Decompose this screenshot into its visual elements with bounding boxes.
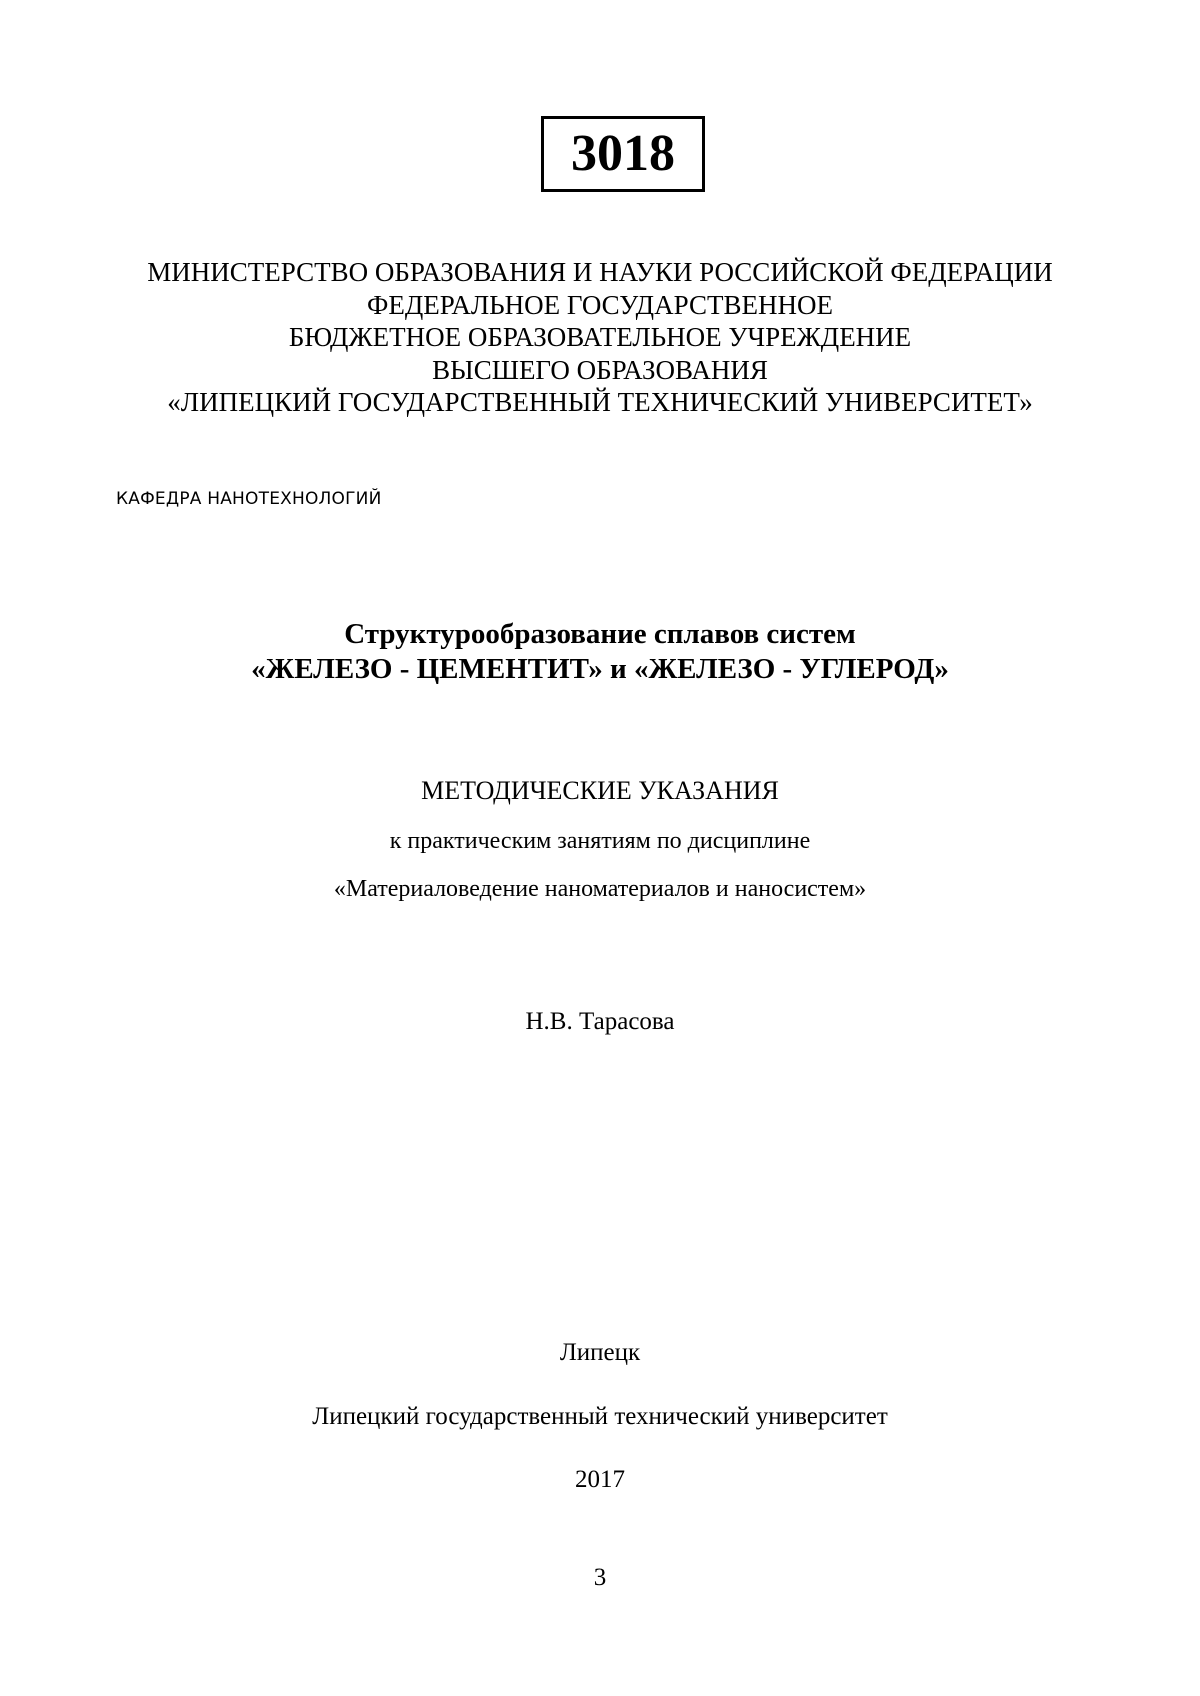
ministry-line: ФЕДЕРАЛЬНОЕ ГОСУДАРСТВЕННОЕ <box>367 289 833 320</box>
ministry-line: «ЛИПЕЦКИЙ ГОСУДАРСТВЕННЫЙ ТЕХНИЧЕСКИЙ УНИВЕРСИТЕТ» <box>167 387 1033 417</box>
ministry-line: БЮДЖЕТНОЕ ОБРАЗОВАТЕЛЬНОЕ УЧРЕЖДЕНИЕ <box>288 322 912 352</box>
publication-city: Липецк <box>559 1339 641 1366</box>
document-title <box>0 617 1200 687</box>
discipline-name: «Материаловедение наноматериалов и наносистем» <box>333 876 867 902</box>
practice-line: к практическим занятиям по дисциплине <box>389 828 811 854</box>
title-line: Структурообразование сплавов систем <box>344 618 856 650</box>
document-number: 3018 <box>571 125 675 182</box>
document-number-box <box>541 116 705 192</box>
department-label: КАФЕДРА НАНОТЕХНОЛОГИЙ <box>116 489 382 509</box>
document-type: МЕТОДИЧЕСКИЕ УКАЗАНИЯ <box>421 776 779 805</box>
page-number: 3 <box>593 1564 607 1591</box>
publisher-name: Липецкий государственный технический университет <box>312 1403 888 1430</box>
publication-year: 2017 <box>575 1466 625 1493</box>
ministry-line: ВЫСШЕГО ОБРАЗОВАНИЯ <box>432 354 768 385</box>
author-name: Н.В. Тарасова <box>525 1008 675 1035</box>
ministry-line: МИНИСТЕРСТВО ОБРАЗОВАНИЯ И НАУКИ РОССИЙСКОЙ ФЕДЕРАЦИИ <box>147 257 1053 287</box>
title-line: «ЖЕЛЕЗО - ЦЕМЕНТИТ» и «ЖЕЛЕЗО - УГЛЕРОД» <box>251 653 949 685</box>
ministry-header <box>0 256 1200 419</box>
